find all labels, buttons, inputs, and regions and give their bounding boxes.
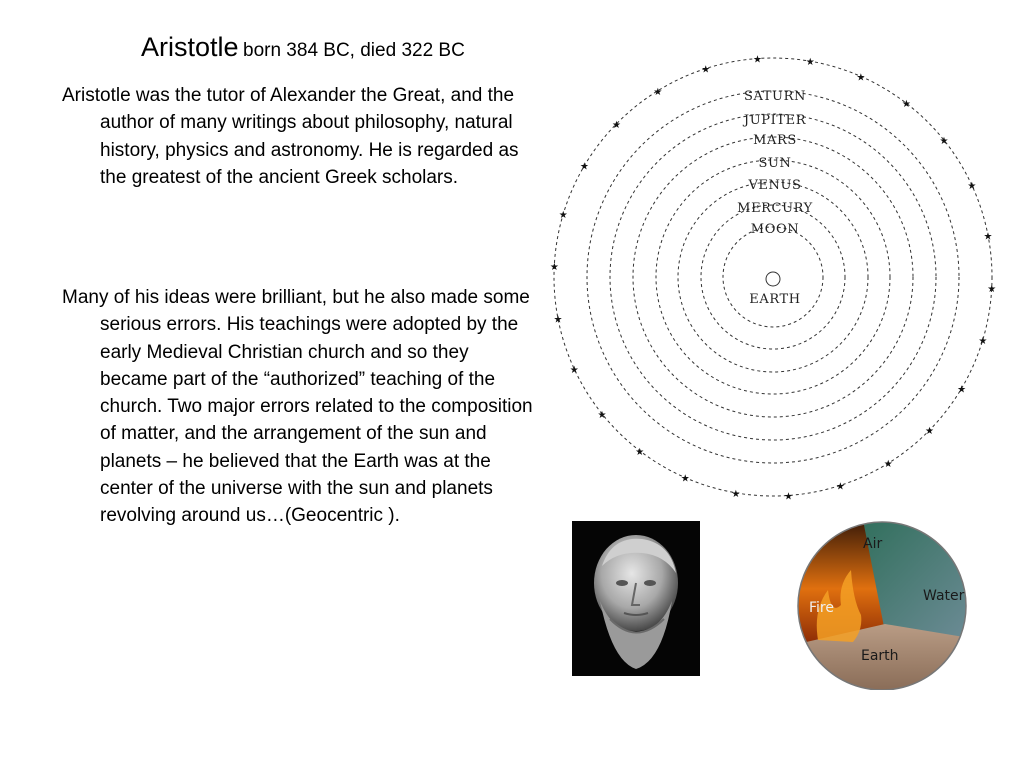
label-moon: MOON [750, 222, 800, 237]
star-icon: ★ [883, 459, 893, 471]
element-label-air: Air [863, 536, 883, 552]
errors-paragraph: Many of his ideas were brilliant, but he also made some serious errors. His teachings were adopted by the early Medieval Christian church and so they became part of the “authorized” teaching of the church. Two major errors related to the composition of matter, and the arrangement of the sun and planets – he believed that the Earth was at the center of the universe with the sun and planets revolving around us…(Geocentric ). [62, 287, 533, 527]
star-icon: ★ [939, 136, 949, 148]
earth-icon [766, 272, 780, 286]
star-icon: ★ [805, 57, 815, 69]
star-icon: ★ [569, 365, 579, 376]
star-icon: ★ [983, 231, 993, 243]
intro-paragraph: Aristotle was the tutor of Alexander the Great, and the author of many writings about philosophy, natural history, physics and astronomy. He is regarded as the greatest of the ancient Greek scholars. [62, 85, 519, 188]
star-icon: ★ [558, 210, 568, 221]
star-icon: ★ [731, 488, 741, 500]
label-venus: VENUS [748, 178, 802, 193]
star-icon: ★ [597, 409, 607, 421]
element-label-earth: Earth [861, 648, 899, 664]
star-icon: ★ [967, 181, 977, 192]
star-icon: ★ [835, 481, 845, 493]
star-icon: ★ [978, 336, 988, 347]
title-dates: born 384 BC, died 322 BC [243, 40, 465, 61]
label-mercury: MERCURY [737, 201, 813, 216]
star-icon: ★ [784, 491, 793, 503]
star-icon: ★ [653, 86, 663, 98]
geocentric-diagram [540, 45, 1010, 515]
star-icon: ★ [579, 161, 589, 173]
star-icon: ★ [753, 54, 762, 66]
four-elements-image [793, 520, 970, 690]
star-icon: ★ [901, 99, 911, 111]
element-label-water: Water [923, 588, 965, 604]
title-name: Aristotle [141, 32, 239, 62]
star-icon: ★ [925, 426, 934, 438]
label-earth: EARTH [749, 292, 801, 307]
slide-title [141, 32, 465, 63]
aristotle-bust-image [572, 521, 700, 676]
star-icon: ★ [856, 72, 866, 84]
star-icon: ★ [701, 64, 711, 76]
star-icon: ★ [553, 314, 563, 326]
element-label-fire: Fire [809, 600, 834, 616]
star-icon: ★ [987, 283, 997, 295]
star-icon: ★ [957, 384, 967, 396]
label-sun: SUN [758, 156, 792, 171]
star-icon: ★ [635, 446, 645, 458]
label-mars: MARS [753, 133, 797, 148]
label-jupiter: JUPITER [743, 113, 807, 128]
star-icon: ★ [612, 119, 621, 131]
star-icon: ★ [680, 473, 690, 485]
star-icon: ★ [549, 262, 559, 274]
label-saturn: SATURN [744, 89, 806, 104]
